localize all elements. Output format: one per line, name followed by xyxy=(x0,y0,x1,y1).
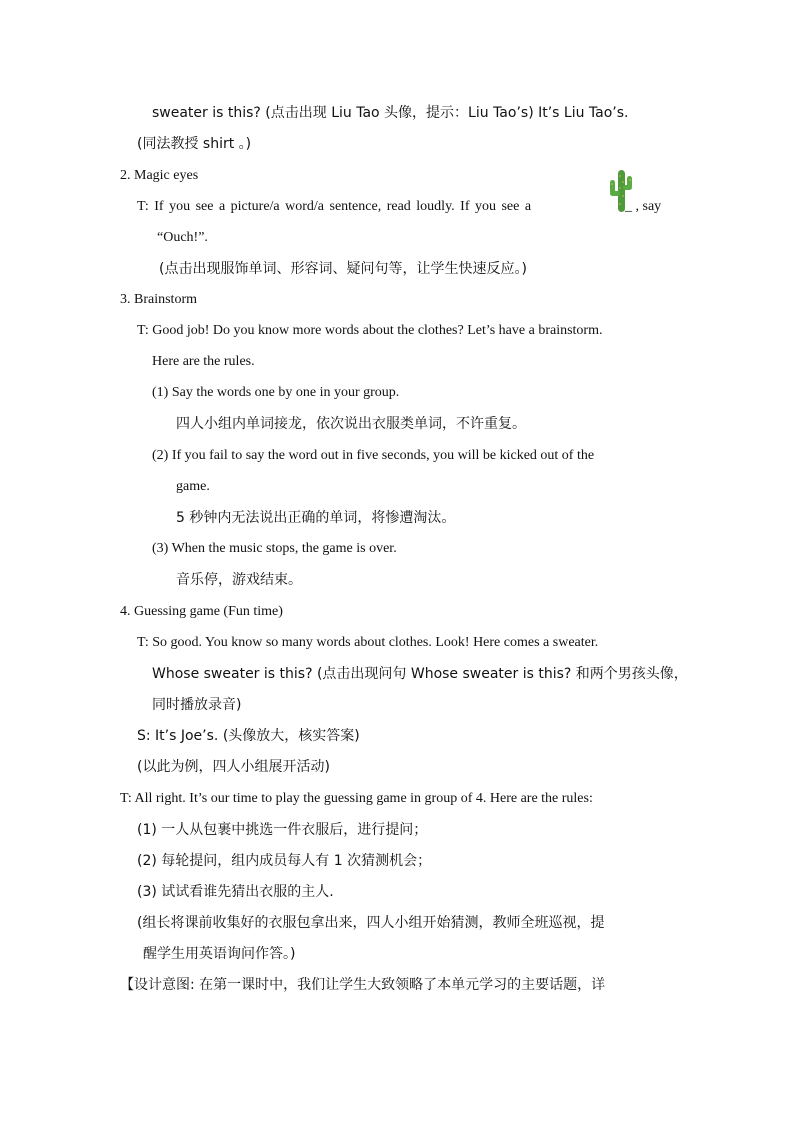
section-heading-brainstorm: 3. Brainstorm xyxy=(120,292,197,307)
doc-line-5: “Ouch!”. xyxy=(157,230,208,245)
doc-line-22: (以此为例，四人小组展开活动) xyxy=(137,759,330,775)
rule-2-cont: game. xyxy=(176,479,210,494)
rule-2-cn: 5 秒钟内无法说出正确的单词，将惨遭淘汰。 xyxy=(176,510,456,526)
doc-line-4-end: _ , say xyxy=(625,199,662,214)
section-heading-magic-eyes: 2. Magic eyes xyxy=(120,168,199,183)
rule-3: (3) When the music stops, the game is over. xyxy=(152,541,397,556)
doc-line-23: T: All right. It’s our time to play the guessing game in group of 4. Here are the rules: xyxy=(120,791,593,806)
doc-line-6: (点击出现服饰单词、形容词、疑问句等，让学生快速反应。) xyxy=(159,261,527,277)
guess-rule-2: (2) 每轮提问，组内成员每人有 1 次猜测机会； xyxy=(137,853,432,869)
section-heading-guessing-game: 4. Guessing game (Fun time) xyxy=(120,604,283,619)
rule-3-cn: 音乐停，游戏结束。 xyxy=(176,572,302,588)
doc-line-19: Whose sweater is this? (点击出现问句 Whose sweater is this? 和两个男孩头像， xyxy=(152,666,688,682)
doc-line-20: 同时播放录音) xyxy=(152,697,242,713)
doc-line-2: (同法教授 shirt 。) xyxy=(137,136,252,152)
doc-line-21: S: It’s Joe’s. (头像放大，核实答案) xyxy=(137,728,360,744)
design-intent-line: 【设计意图: 在第一课时中，我们让学生大致领略了本单元学习的主要话题，详 xyxy=(120,977,606,993)
doc-line-4: T: If you see a picture/a word/a sentence, read loudly. If you see a xyxy=(137,199,532,214)
doc-line-18: T: So good. You know so many words about clothes. Look! Here comes a sweater. xyxy=(137,635,599,650)
doc-line-8: T: Good job! Do you know more words about the clothes? Let’s have a brainstorm. xyxy=(137,323,603,338)
doc-line-27: (组长将课前收集好的衣服包拿出来，四人小组开始猜测，教师全班巡视，提 xyxy=(137,915,605,931)
rule-2: (2) If you fail to say the word out in five seconds, you will be kicked out of the xyxy=(152,448,595,463)
rule-1-cn: 四人小组内单词接龙，依次说出衣服类单词，不许重复。 xyxy=(176,416,526,432)
doc-line-9: Here are the rules. xyxy=(152,354,255,369)
guess-rule-1: (1) 一人从包裹中挑选一件衣服后，进行提问； xyxy=(137,822,428,838)
doc-line-28: 醒学生用英语询问作答。) xyxy=(143,946,296,962)
guess-rule-3: (3) 试试看谁先猜出衣服的主人. xyxy=(137,884,334,900)
rule-1: (1) Say the words one by one in your group. xyxy=(152,385,400,400)
doc-line-1: sweater is this? (点击出现 Liu Tao 头像，提示：Liu Tao’s) It’s Liu Tao’s. xyxy=(152,105,629,121)
